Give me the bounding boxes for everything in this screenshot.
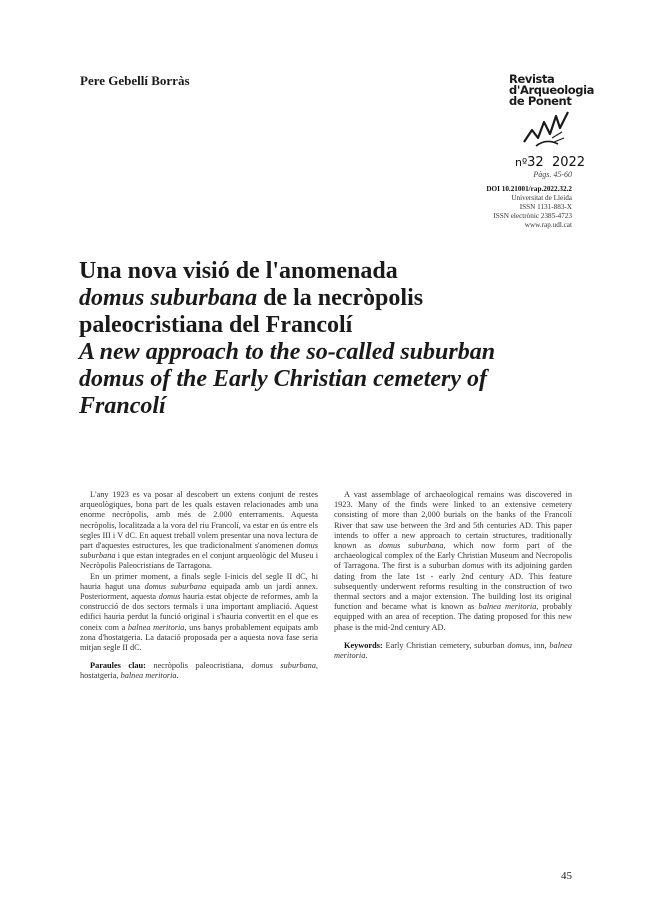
issue-prefix: nº: [515, 156, 528, 169]
abstract-catalan: [80, 490, 318, 682]
keywords-english: Keywords: Early Christian cemetery, suburban domus, inn, balnea meritoria.: [334, 640, 572, 661]
title-ca-line: Una nova visió de l'anomenada: [79, 258, 398, 284]
issue-year: 2022: [551, 155, 586, 170]
journal-logo-icon: [522, 108, 570, 150]
title-en-line: A new approach to the so-called suburban: [79, 339, 496, 365]
journal-name-line: d'Arqueologia: [509, 83, 595, 97]
journal-name-line: Revista: [509, 72, 555, 86]
title-ca-italic: domus suburbana: [79, 285, 258, 311]
issue-info: [515, 155, 585, 170]
title-en-line: domus of the Early Christian cemetery of: [79, 366, 487, 392]
title-en-line: Francolí: [79, 393, 166, 419]
journal-name-line: de Ponent: [509, 94, 572, 108]
issn-electronic: ISSN electrònic 2385-4723: [493, 212, 572, 220]
abstract-paragraph: A vast assemblage of archaeological remains was discovered in 1923. Many of the finds were linked to an extensive cemetery consisting of more than 2,000 burials on the banks of the Francolí River that saw use between the 3rd and 5th centuries AD. This paper intends to offer a new approach to certain structures, traditionally known as domus suburbana, which now form part of the archaeological complex of the Early Christian Museum and Necropolis of Tarragona. The first is a suburban domus with its adjoining garden dating from the late 1st - early 2nd century AD. This feature subsequently underwent reforms resulting in the construction of two thermal sectors and a major extension. The building lost its original function and became what is known as balnea meritoria, probably equipped with an area of reception. The dating proposed for this new phase is the mid-2nd century AD.: [334, 490, 572, 632]
issue-number: 32: [527, 155, 544, 170]
article-titles: [79, 258, 579, 420]
abstract-paragraph: L'any 1923 es va posar al descobert un extens conjunt de restes arqueològiques, bona part de les quals estaven relacionades amb una enorme necròpolis, amb més de 2.000 enterraments. Aquesta necròpolis, localitzada a la vora del riu Francolí, va estar en ús entre els segles III i V dC. En aquest treball volem presentar una nova lectura de part d'aquestes estructures, les que tradicionalment s'anomenen domus suburbana i que estan integrades en el conjunt arqueològic del Museu i Necròpolis Paleocristians de Tarragona.: [80, 490, 318, 571]
abstract-english: [334, 490, 572, 661]
page-number: 45: [561, 870, 572, 882]
issn: ISSN 1131-883-X: [519, 203, 572, 211]
publication-meta: [486, 185, 572, 230]
title-ca-line: [79, 285, 579, 312]
title-english: [79, 339, 579, 420]
university: Universitat de Lleida: [511, 194, 572, 202]
title-catalan: [79, 258, 579, 339]
doi: DOI 10.21001/rap.2022.32.2: [486, 185, 572, 193]
website: www.rap.udl.cat: [524, 221, 572, 229]
title-ca-line: paleocristiana del Francolí: [79, 312, 353, 338]
keywords-catalan: Paraules clau: necròpolis paleocristiana, domus suburbana, hostatgeria, balnea meritoria.: [80, 661, 318, 681]
journal-masthead: [509, 72, 595, 108]
page-range: Pàgs. 45-60: [533, 170, 572, 179]
author-name: Pere Gebellí Borràs: [80, 73, 190, 88]
title-ca-rest: de la necròpolis: [257, 285, 424, 311]
abstract-paragraph: En un primer moment, a finals segle I-inicis del segle II dC, hi hauria hagut una domus suburbana equipada amb un jardí annex. Posteriorment, aquesta domus hauria estat objecte de reformes, amb la construcció de dos sectors termals i una important ampliació. Aquest edifici hauria perdut la funció original i s'hauria convertit en el que es coneix com a balnea meritoria, uns banys probablement equipats amb zona d'hostatgeria. La datació proposada per a aquesta nova fase seria mitjan segle II dC.: [80, 571, 318, 653]
